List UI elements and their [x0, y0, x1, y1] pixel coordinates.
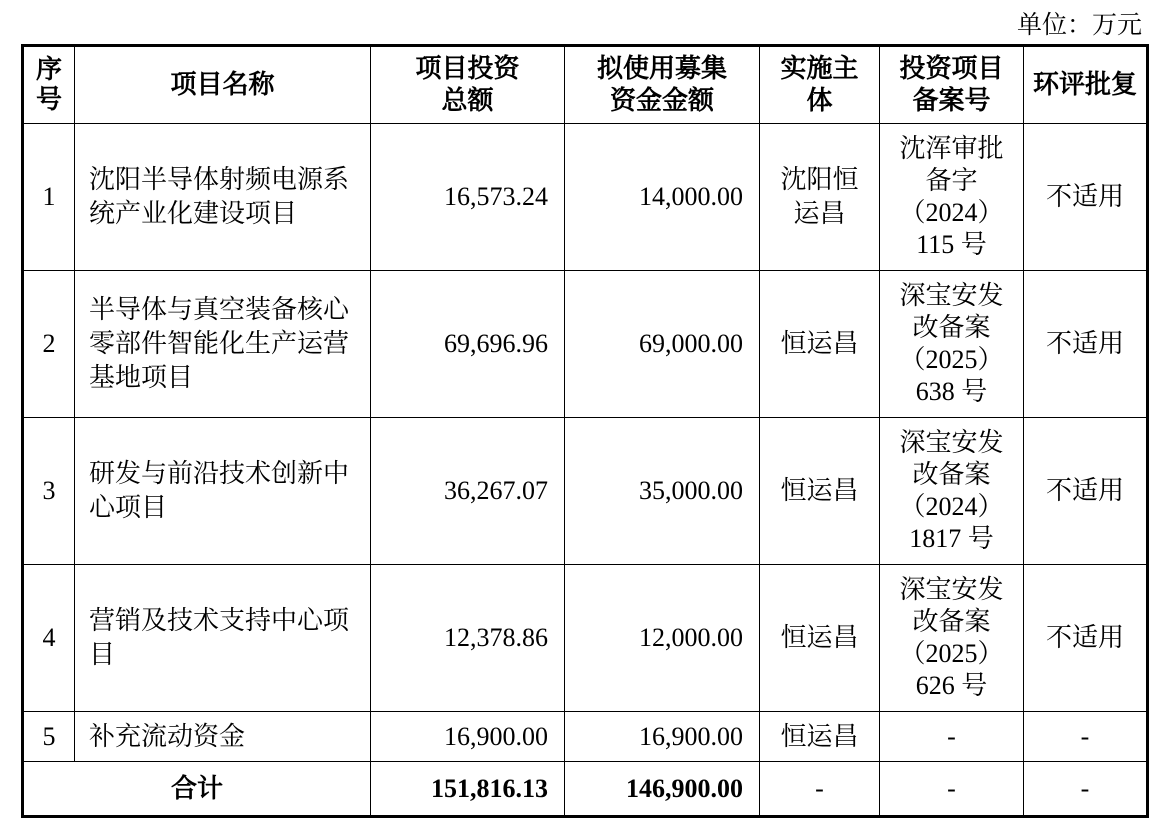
- row-entity: 沈阳恒运昌: [760, 124, 880, 271]
- header-project-name: 项目名称: [75, 46, 371, 124]
- row-record-no: 深宝安发改备案（2024）1817 号: [880, 418, 1024, 565]
- row-total-investment: 16,573.24: [371, 124, 565, 271]
- row-total-investment: 12,378.86: [371, 565, 565, 712]
- row-project-name: 沈阳半导体射频电源系统产业化建设项目: [75, 124, 371, 271]
- total-raised-sum: 146,900.00: [565, 762, 760, 817]
- table-header-row: [23, 46, 1148, 124]
- total-investment-sum: 151,816.13: [371, 762, 565, 817]
- row-raised-funds: 12,000.00: [565, 565, 760, 712]
- row-raised-funds: 14,000.00: [565, 124, 760, 271]
- table-row: [23, 418, 1148, 565]
- total-record-no: -: [880, 762, 1024, 817]
- row-total-investment: 69,696.96: [371, 271, 565, 418]
- header-env-approval: 环评批复: [1024, 46, 1148, 124]
- row-seq: 5: [23, 712, 75, 762]
- row-env-approval: 不适用: [1024, 565, 1148, 712]
- row-project-name: 研发与前沿技术创新中心项目: [75, 418, 371, 565]
- row-env-approval: 不适用: [1024, 124, 1148, 271]
- fundraising-projects-table: [21, 44, 1149, 818]
- row-entity: 恒运昌: [760, 565, 880, 712]
- total-label: 合计: [23, 762, 371, 817]
- row-record-no: -: [880, 712, 1024, 762]
- total-row: [23, 762, 1148, 817]
- header-raised-funds: 拟使用募集资金金额: [565, 46, 760, 124]
- unit-label: 单位：万元: [1016, 12, 1142, 39]
- table-row: [23, 271, 1148, 418]
- row-total-investment: 16,900.00: [371, 712, 565, 762]
- row-env-approval: 不适用: [1024, 418, 1148, 565]
- row-record-no: 沈浑审批备字（2024）115 号: [880, 124, 1024, 271]
- row-env-approval: -: [1024, 712, 1148, 762]
- row-entity: 恒运昌: [760, 712, 880, 762]
- row-raised-funds: 69,000.00: [565, 271, 760, 418]
- header-entity: 实施主体: [760, 46, 880, 124]
- total-env-approval: -: [1024, 762, 1148, 817]
- row-env-approval: 不适用: [1024, 271, 1148, 418]
- row-entity: 恒运昌: [760, 271, 880, 418]
- header-record-no: 投资项目备案号: [880, 46, 1024, 124]
- row-project-name: 半导体与真空装备核心零部件智能化生产运营基地项目: [75, 271, 371, 418]
- row-record-no: 深宝安发改备案（2025）626 号: [880, 565, 1024, 712]
- row-raised-funds: 35,000.00: [565, 418, 760, 565]
- row-project-name: 营销及技术支持中心项目: [75, 565, 371, 712]
- row-seq: 4: [23, 565, 75, 712]
- row-raised-funds: 16,900.00: [565, 712, 760, 762]
- row-entity: 恒运昌: [760, 418, 880, 565]
- row-record-no: 深宝安发改备案（2025）638 号: [880, 271, 1024, 418]
- row-seq: 2: [23, 271, 75, 418]
- table-row: [23, 712, 1148, 762]
- row-seq: 1: [23, 124, 75, 271]
- row-total-investment: 36,267.07: [371, 418, 565, 565]
- total-entity: -: [760, 762, 880, 817]
- table-row: [23, 565, 1148, 712]
- row-project-name: 补充流动资金: [75, 712, 371, 762]
- header-seq: 序号: [23, 46, 75, 124]
- table-row: [23, 124, 1148, 271]
- header-total-investment: 项目投资总额: [371, 46, 565, 124]
- row-seq: 3: [23, 418, 75, 565]
